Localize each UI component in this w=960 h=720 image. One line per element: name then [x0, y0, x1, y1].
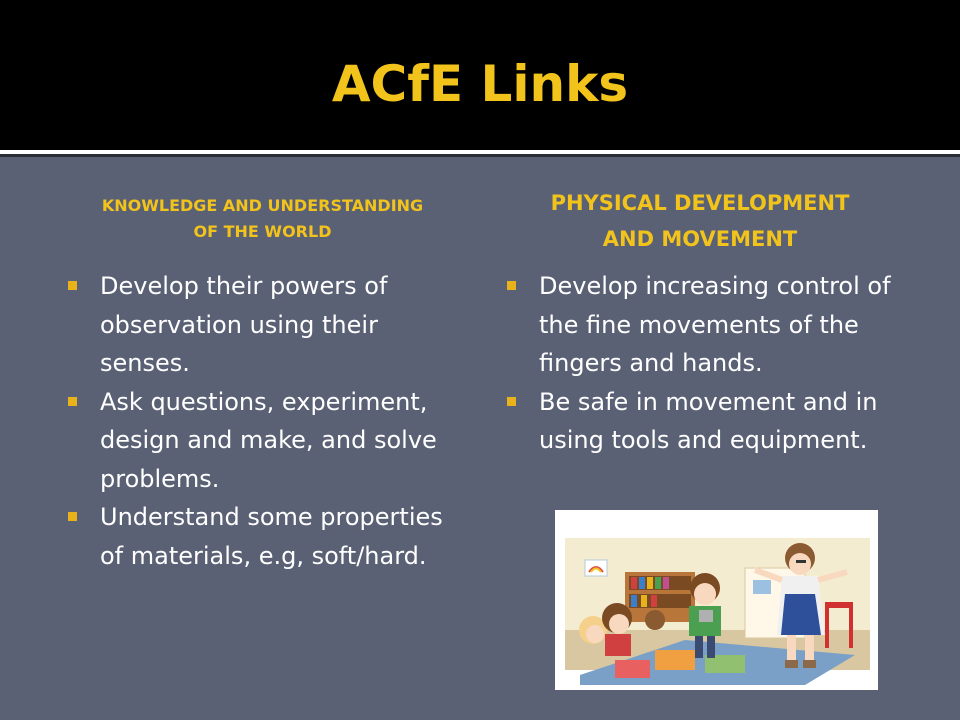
- list-item: [66, 498, 471, 575]
- right-column-heading: [495, 185, 905, 257]
- bullet-square-icon: [507, 397, 516, 406]
- list-item: [66, 267, 471, 383]
- bullet-square-icon: [68, 281, 77, 290]
- classroom-illustration: [555, 510, 878, 690]
- list-item: [505, 267, 905, 383]
- left-bullet-list: [66, 267, 471, 575]
- right-bullet-list: [505, 267, 905, 460]
- bullet-text: Understand some properties of materials, e.g, soft/hard.: [100, 503, 443, 570]
- right-heading-line-1: PHYSICAL DEVELOPMENT: [550, 191, 850, 215]
- bullet-square-icon: [68, 397, 77, 406]
- title-divider-shadow: [0, 154, 960, 157]
- left-heading-line-2: OF THE WORLD: [193, 222, 332, 241]
- bullet-square-icon: [507, 281, 516, 290]
- left-column-heading: [55, 193, 470, 245]
- right-heading-line-2: AND MOVEMENT: [602, 227, 798, 251]
- bullet-square-icon: [68, 512, 77, 521]
- bullet-text: Be safe in movement and in using tools and equipment.: [539, 387, 878, 454]
- slide-title: ACfE Links: [331, 55, 629, 113]
- classroom-illustration-art: [555, 510, 878, 690]
- list-item: [505, 383, 905, 460]
- bullet-text: Develop their powers of observation using their senses.: [100, 272, 388, 377]
- left-heading-line-1: KNOWLEDGE AND UNDERSTANDING: [101, 196, 424, 215]
- bullet-text: Develop increasing control of the fine movements of the fingers and hands.: [539, 272, 891, 377]
- bullet-text: Ask questions, experiment, design and make, and solve problems.: [100, 387, 437, 493]
- list-item: [66, 383, 471, 499]
